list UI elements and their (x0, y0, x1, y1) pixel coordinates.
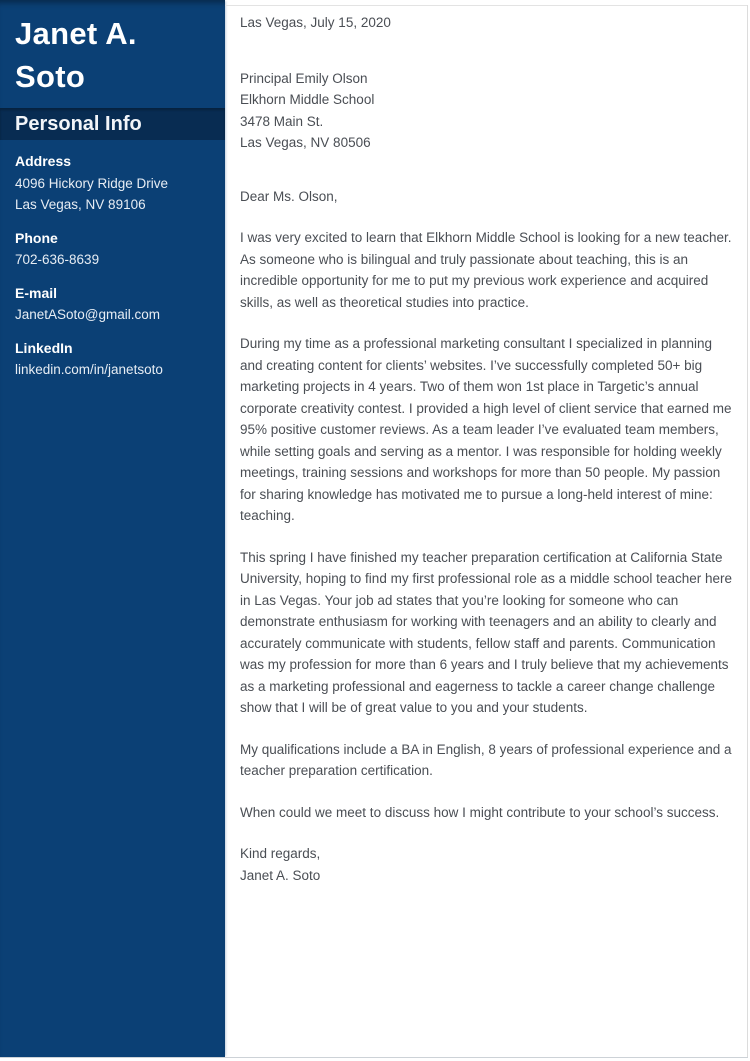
field-linkedin (15, 338, 210, 381)
sidebar (0, 0, 225, 1057)
address-label: Address (15, 153, 72, 169)
closing-block (240, 843, 736, 886)
closing-salutation: Kind regards, (240, 846, 321, 861)
paragraph-qualifications: My qualifications include a BA in English, 8 years of professional experience and a teacher preparation certification. (240, 741, 732, 778)
personal-info-heading (0, 108, 225, 140)
paragraph-experience: During my time as a professional marketing consultant I specialized in planning and creating content for clients’ websites. I’ve successfully completed 50+ big marketing projects in 4 years. Two of them won 1st place in Targetic’s annual corporate creativity contest. I provided a high level of client service that earned me 95% positive customer reviews. As a team leader I’ve evaluated team members, while setting goals and serving as a mentor. I was responsible for holding weekly meetings, training sessions and workshops for more than 50 people. My passion for sharing knowledge has motivated me to pursue a long-held interest of mine: teaching. (240, 336, 732, 523)
applicant-name: Janet A. Soto (15, 16, 137, 94)
field-address (15, 151, 210, 216)
email-label: E-mail (15, 284, 58, 301)
recipient-organization: Elkhorn Middle School (240, 92, 375, 107)
page-right-border (747, 5, 748, 1058)
personal-info-heading-label: Personal Info (15, 113, 142, 135)
field-phone (15, 228, 210, 271)
recipient-city: Las Vegas, NV 80506 (240, 135, 371, 150)
signature-name: Janet A. Soto (240, 867, 321, 883)
personal-info-fields (0, 140, 225, 381)
greeting: Dear Ms. Olson, (240, 188, 338, 204)
letter-body (225, 0, 750, 1061)
page-top-border (225, 5, 748, 6)
phone-value: 702-636-8639 (15, 252, 100, 267)
page-bottom-border (0, 1057, 748, 1058)
paragraph-call-to-action: When could we meet to discuss how I might contribute to your school’s success. (240, 804, 720, 820)
paragraph-intro: I was very excited to learn that Elkhorn Middle School is looking for a new teacher. As someone who is bilingual and truly passionate about teaching, this is an incredible opportunity for me to put my previous work experience and acquired skills, as well as theoretical studies into practice. (240, 230, 732, 310)
recipient-street: 3478 Main St. (240, 113, 324, 129)
phone-label: Phone (15, 229, 58, 246)
recipient-name: Principal Emily Olson (240, 70, 368, 86)
address-line-2: Las Vegas, NV 89106 (15, 197, 146, 212)
linkedin-label: LinkedIn (15, 339, 73, 356)
address-line-1: 4096 Hickory Ridge Drive (15, 175, 169, 191)
letter-date: Las Vegas, July 15, 2020 (240, 15, 391, 30)
linkedin-value: linkedin.com/in/janetsoto (15, 362, 163, 377)
recipient-block (240, 68, 736, 154)
email-value: JanetASoto@gmail.com (15, 307, 161, 322)
field-email (15, 283, 210, 326)
paragraph-certification: This spring I have finished my teacher preparation certification at California State University, hoping to find my first professional role as a middle school teacher here in Las Vegas. Your job ad states that you’re looking for someone who can demonstrate enthusiasm for working with teenagers and an ability to clearly and accurately communicate with students, fellow staff and parents. Communication was my profession for more than 6 years and I truly believe that my achievements as a marketing professional and eagerness to tackle a career change challenge show that I will be of great value to you and your students. (240, 549, 732, 715)
